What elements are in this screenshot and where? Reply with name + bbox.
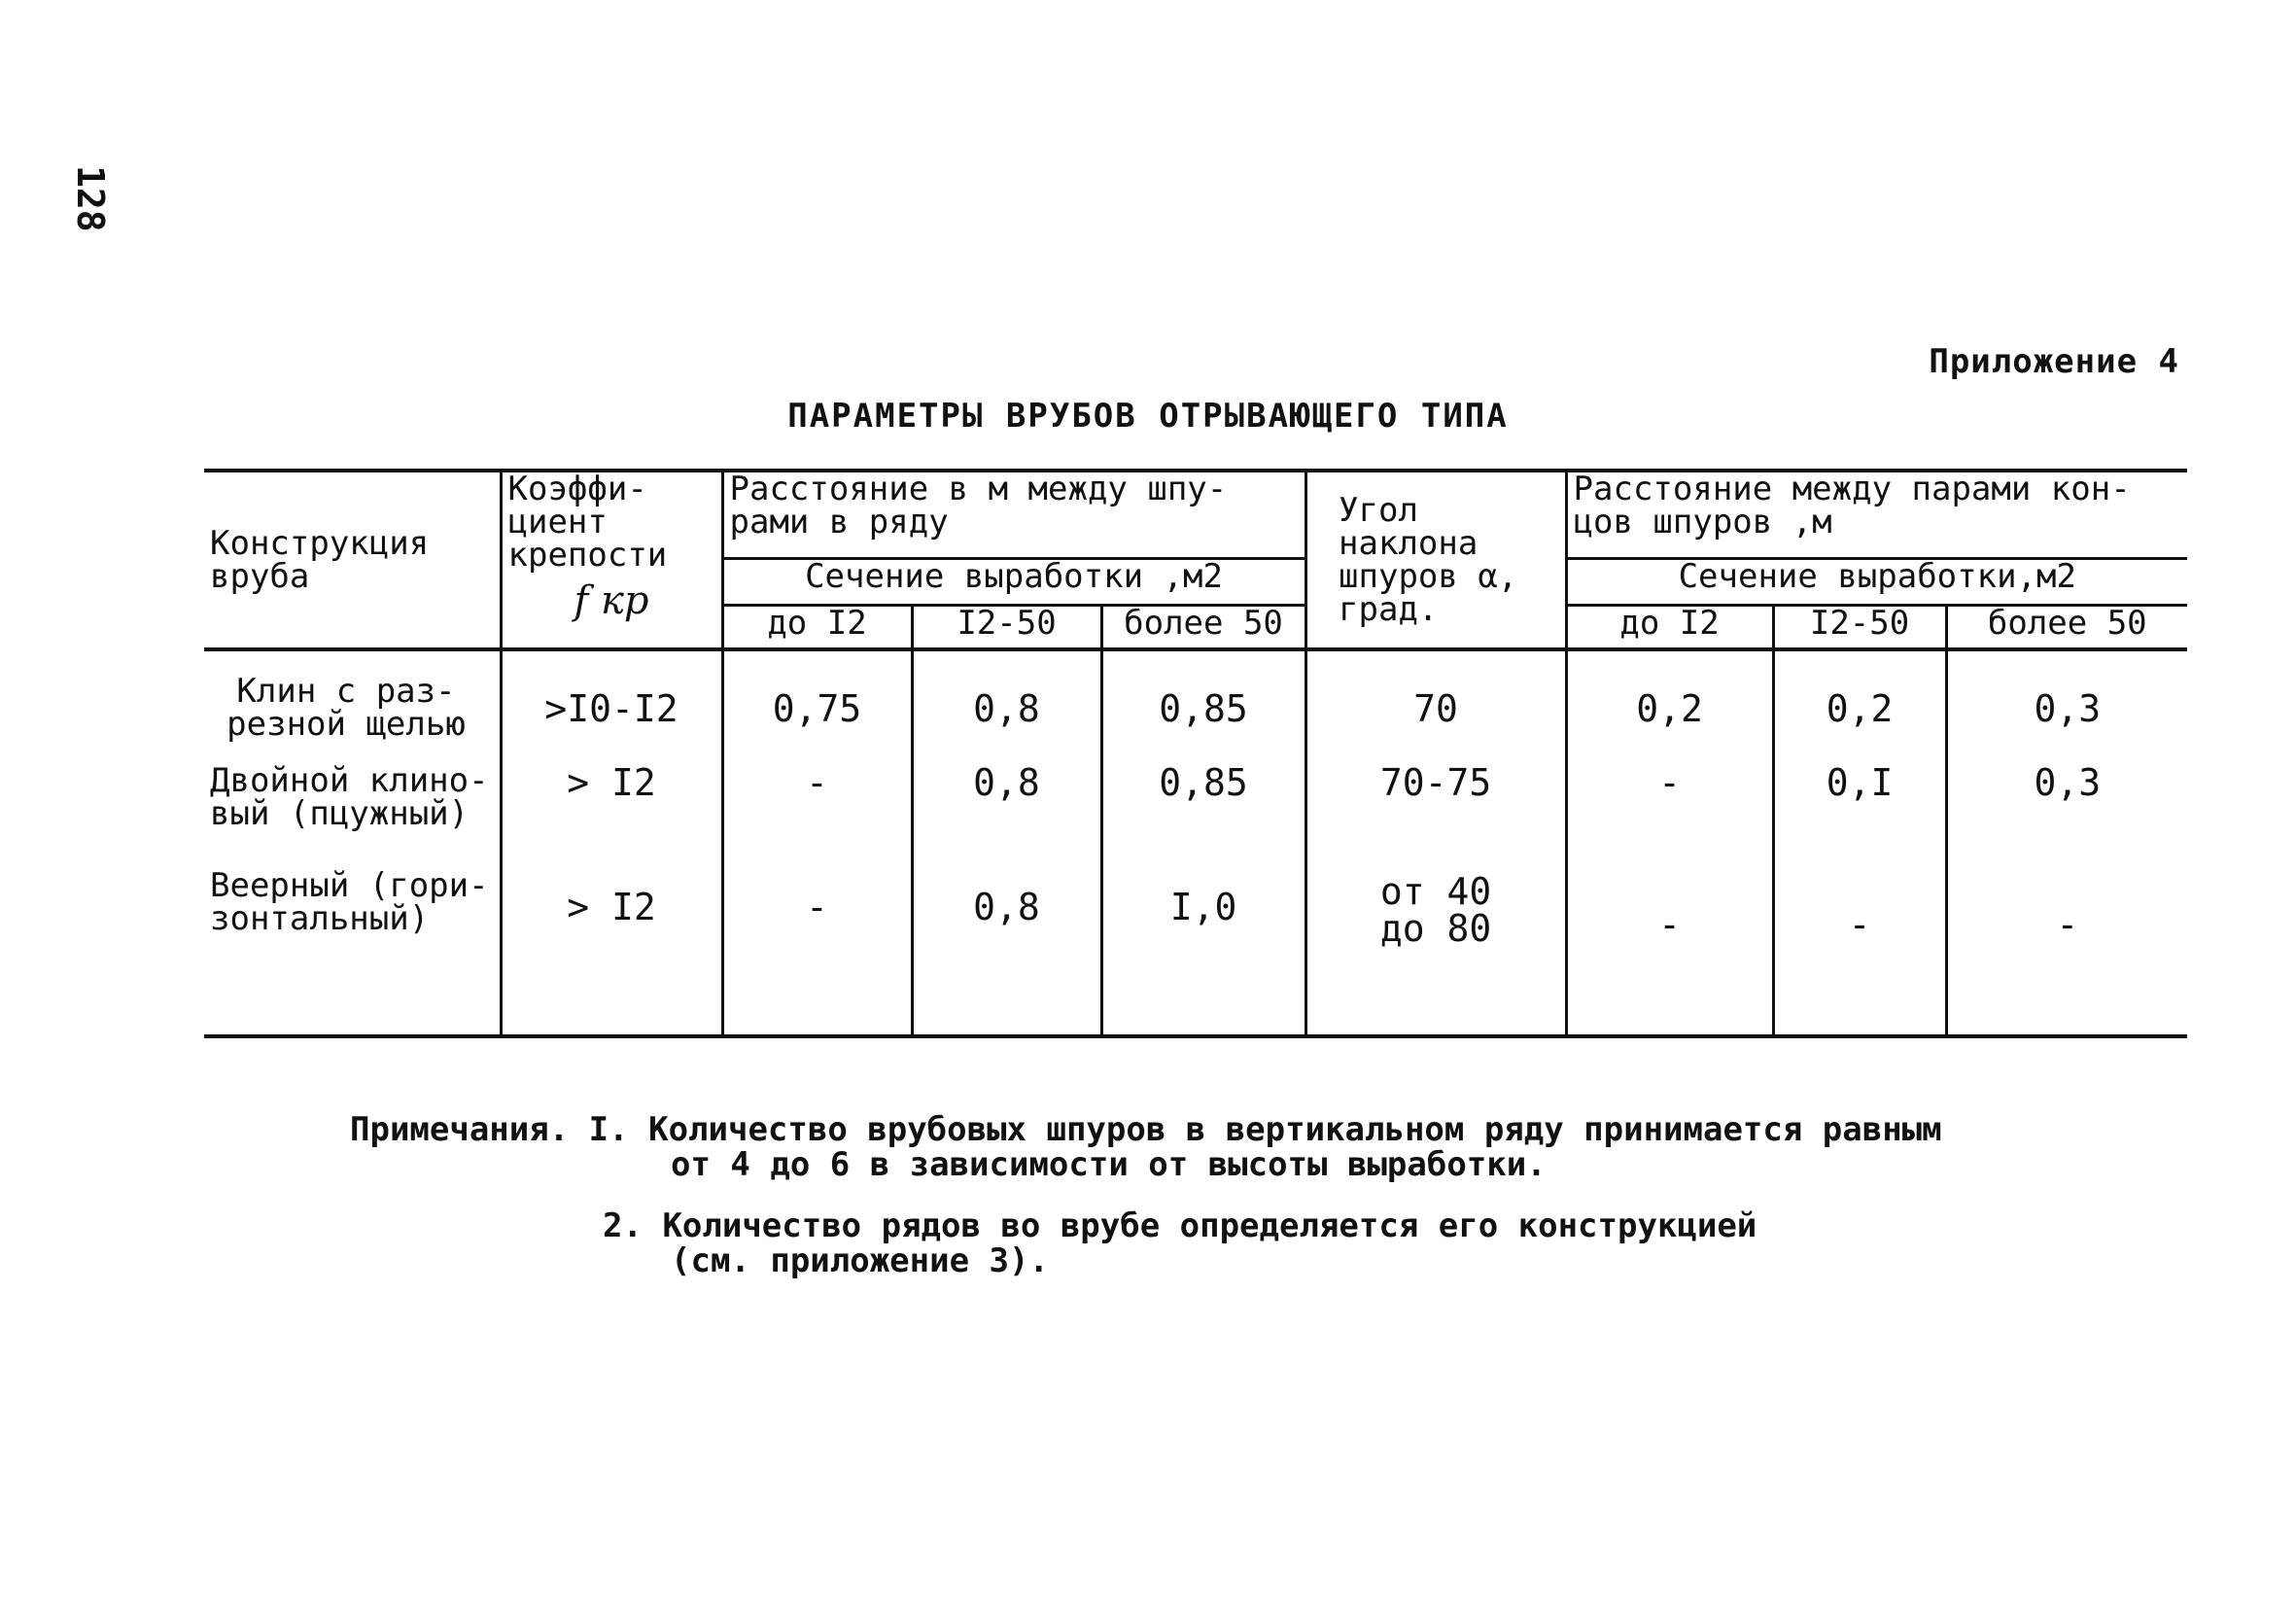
header-section-1: Сечение выработки ,м2 [722, 558, 1305, 605]
note-1 [350, 1110, 1942, 1184]
row-coef: > I2 [501, 764, 722, 852]
table-row [204, 852, 2187, 1036]
note-2-number: 2. [603, 1206, 643, 1246]
note-2-line-2: (см. приложение 3). [671, 1241, 1049, 1281]
table-row [204, 764, 2187, 852]
header-sub-2b: I2-50 [1773, 605, 1946, 649]
row-name [204, 649, 501, 764]
row-d3: 0,85 [1101, 764, 1305, 852]
note-1-line-2: от 4 до 6 в зависимости от высоты выработки. [671, 1144, 1547, 1184]
note-1-number: I. [588, 1110, 629, 1149]
header-sub-2a: до I2 [1566, 605, 1773, 649]
row-name [204, 852, 501, 1036]
header-construction-text: Конструкция вруба [210, 524, 430, 596]
header-angle [1305, 471, 1566, 649]
row-p2: 0,I [1773, 764, 1946, 852]
row-p1: 0,2 [1566, 649, 1773, 764]
header-sub-1a: до I2 [722, 605, 912, 649]
row-p2: 0,2 [1773, 649, 1946, 764]
appendix-label: Приложение 4 [1929, 342, 2179, 381]
note-2 [350, 1206, 1942, 1281]
parameters-table [204, 469, 2187, 1038]
row-angle [1305, 852, 1566, 1036]
header-sub-1b: I2-50 [912, 605, 1101, 649]
row-d1: - [722, 764, 912, 852]
header-distance-pairs-text: Расстояние между парами кон-цов шпуров ,м [1573, 470, 2131, 541]
row-d1: 0,75 [722, 649, 912, 764]
row-name-text: Двойной клино-вый (пцужный) [210, 761, 489, 833]
row-d2: 0,8 [912, 852, 1101, 1036]
header-coefficient [501, 471, 722, 649]
header-construction [204, 471, 501, 649]
row-p3: 0,3 [1946, 764, 2187, 852]
row-p3: - [1946, 852, 2187, 1036]
page-number: 128 [69, 165, 112, 232]
row-coef: > I2 [501, 852, 722, 1036]
table-title: ПАРАМЕТРЫ ВРУБОВ ОТРЫВАЮЩЕГО ТИПА [787, 397, 1509, 436]
header-distance-row-text: Расстояние в м между шпу-рами в ряду [729, 470, 1228, 541]
header-sub-1c: более 50 [1101, 605, 1305, 649]
row-name-text: Веерный (гори-зонтальный) [210, 866, 489, 938]
row-p3: 0,3 [1946, 649, 2187, 764]
header-angle-text: Угол наклона шпуров α, град. [1339, 491, 1518, 629]
row-p1: - [1566, 852, 1773, 1036]
header-coefficient-symbol: f кр [574, 578, 649, 623]
row-angle: 70-75 [1305, 764, 1566, 852]
header-sub-2c: более 50 [1946, 605, 2187, 649]
row-coef: >I0-I2 [501, 649, 722, 764]
header-coefficient-text: Коэффи-циент крепости [507, 470, 668, 575]
row-name [204, 761, 501, 852]
row-angle-text: от 40 до 80 [1379, 870, 1492, 950]
note-2-line-1: Количество рядов во врубе определяется его конструкцией [662, 1206, 1757, 1246]
row-p1: - [1566, 764, 1773, 852]
notes-label: Примечания. [350, 1110, 570, 1149]
row-d3: I,0 [1101, 852, 1305, 1036]
row-p2: - [1773, 852, 1946, 1036]
header-distance-row [722, 471, 1305, 558]
header-section-2: Сечение выработки,м2 [1566, 558, 2187, 605]
row-d2: 0,8 [912, 764, 1101, 852]
row-d3: 0,85 [1101, 649, 1305, 764]
row-d1: - [722, 852, 912, 1036]
note-1-line-1: Количество врубовых шпуров в вертикальном ряду принимается равным [648, 1110, 1942, 1149]
table-row [204, 649, 2187, 764]
row-name-text: Клин с раз-резной щелью [226, 672, 466, 744]
notes-block [350, 1110, 1942, 1307]
row-angle: 70 [1305, 649, 1566, 764]
row-d2: 0,8 [912, 649, 1101, 764]
header-distance-pairs [1566, 471, 2187, 558]
